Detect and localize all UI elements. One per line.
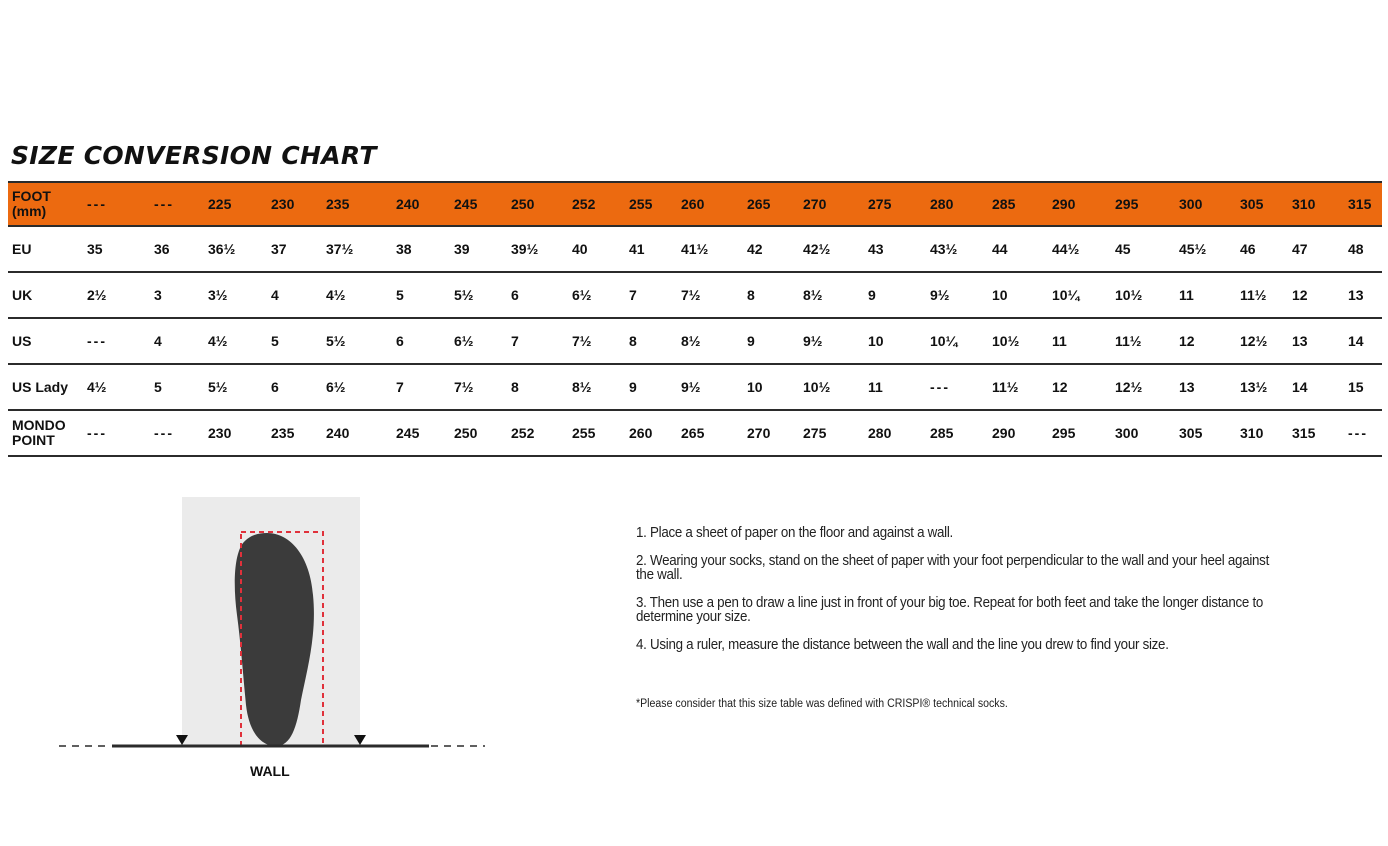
table-cell: 9: [623, 364, 675, 410]
socks-note: *Please consider that this size table was defined with CRISPI® technical socks.: [636, 698, 1008, 710]
table-cell: ---: [81, 182, 148, 226]
table-cell: 8: [505, 364, 566, 410]
table-cell: 47: [1286, 226, 1342, 272]
instruction-step: 3. Then use a pen to draw a line just in front of your big toe. Repeat for both feet and take the longer distance to determine your size.: [636, 595, 1264, 625]
table-cell: 245: [390, 410, 448, 456]
table-cell: 11½: [1109, 318, 1173, 364]
table-cell: 43: [862, 226, 924, 272]
foot-measurement-illustration: [55, 495, 495, 785]
table-cell: 13: [1173, 364, 1234, 410]
table-cell: 38: [390, 226, 448, 272]
table-row: [8, 318, 1382, 364]
table-cell: 46: [1234, 226, 1286, 272]
table-cell: 310: [1234, 410, 1286, 456]
table-cell: 9½: [924, 272, 986, 318]
table-cell: 270: [797, 182, 862, 226]
table-cell: 252: [566, 182, 623, 226]
instructions: [636, 526, 1286, 666]
table-cell: 300: [1109, 410, 1173, 456]
table-cell: 290: [1046, 182, 1109, 226]
table-cell: 40: [566, 226, 623, 272]
table-cell: 280: [924, 182, 986, 226]
instruction-step: 1. Place a sheet of paper on the floor and against a wall.: [636, 525, 953, 541]
table-cell: 3: [148, 272, 202, 318]
table-cell: 10: [986, 272, 1046, 318]
table-cell: 225: [202, 182, 265, 226]
row-label: US: [8, 318, 81, 364]
wall-label: WALL: [250, 763, 290, 779]
table-cell: 4: [148, 318, 202, 364]
table-cell: 12½: [1109, 364, 1173, 410]
table-cell: 6½: [448, 318, 505, 364]
table-cell: 300: [1173, 182, 1234, 226]
table-cell: 285: [924, 410, 986, 456]
table-cell: 260: [623, 410, 675, 456]
table-cell: 250: [505, 182, 566, 226]
table-cell: 5: [390, 272, 448, 318]
table-cell: 305: [1173, 410, 1234, 456]
table-cell: 11: [1046, 318, 1109, 364]
table-cell: 275: [862, 182, 924, 226]
table-cell: 9: [862, 272, 924, 318]
table-cell: 285: [986, 182, 1046, 226]
table-cell: 270: [741, 410, 797, 456]
table-cell: 10½: [986, 318, 1046, 364]
table-cell: 235: [320, 182, 390, 226]
size-conversion-table: [8, 181, 1382, 457]
table-cell: 12: [1286, 272, 1342, 318]
row-label: FOOT (mm): [8, 182, 81, 226]
table-cell: 295: [1109, 182, 1173, 226]
table-cell: 48: [1342, 226, 1382, 272]
row-label: UK: [8, 272, 81, 318]
table-cell: 11: [1173, 272, 1234, 318]
table-cell: 230: [265, 182, 320, 226]
table-cell: 45½: [1173, 226, 1234, 272]
table-cell: 3½: [202, 272, 265, 318]
table-row: [8, 272, 1382, 318]
table-cell: 10½: [1109, 272, 1173, 318]
table-cell: ---: [81, 318, 148, 364]
table-cell: 245: [448, 182, 505, 226]
table-cell: 4½: [202, 318, 265, 364]
table-cell: 15: [1342, 364, 1382, 410]
table-cell: 5½: [320, 318, 390, 364]
table-cell: 250: [448, 410, 505, 456]
table-cell: ---: [81, 410, 148, 456]
table-cell: ---: [148, 182, 202, 226]
table-cell: 6: [505, 272, 566, 318]
table-cell: 13: [1342, 272, 1382, 318]
table-cell: 10: [741, 364, 797, 410]
table-cell: 14: [1342, 318, 1382, 364]
table-cell: ---: [148, 410, 202, 456]
table-cell: 10¼: [924, 318, 986, 364]
table-cell: 9½: [797, 318, 862, 364]
table-cell: 255: [566, 410, 623, 456]
row-label: US Lady: [8, 364, 81, 410]
table-cell: 252: [505, 410, 566, 456]
table-header-row: [8, 182, 1382, 226]
table-row: [8, 410, 1382, 456]
table-cell: 11: [862, 364, 924, 410]
table-row: [8, 364, 1382, 410]
table-cell: 37: [265, 226, 320, 272]
table-cell: 6: [265, 364, 320, 410]
table-cell: 6: [390, 318, 448, 364]
table-cell: 8: [623, 318, 675, 364]
instruction-step: 4. Using a ruler, measure the distance between the wall and the line you drew to find your size.: [636, 637, 1169, 653]
table-cell: 10¼: [1046, 272, 1109, 318]
table-cell: 10: [862, 318, 924, 364]
table-cell: 10½: [797, 364, 862, 410]
table-cell: 12½: [1234, 318, 1286, 364]
table-cell: 7½: [675, 272, 741, 318]
table-cell: 6½: [320, 364, 390, 410]
table-cell: 14: [1286, 364, 1342, 410]
chart-title: SIZE CONVERSION CHART: [11, 141, 377, 170]
table-cell: 11½: [986, 364, 1046, 410]
table-cell: 240: [320, 410, 390, 456]
table-cell: 7: [390, 364, 448, 410]
table-cell: ---: [924, 364, 986, 410]
row-label: EU: [8, 226, 81, 272]
table-cell: 280: [862, 410, 924, 456]
table-cell: 235: [265, 410, 320, 456]
table-cell: 295: [1046, 410, 1109, 456]
table-cell: 240: [390, 182, 448, 226]
table-cell: 9½: [675, 364, 741, 410]
table-cell: 42: [741, 226, 797, 272]
table-cell: 12: [1046, 364, 1109, 410]
table-cell: 39½: [505, 226, 566, 272]
table-cell: 5½: [448, 272, 505, 318]
table-cell: 5: [265, 318, 320, 364]
table-row: [8, 226, 1382, 272]
table-cell: 13: [1286, 318, 1342, 364]
table-cell: 8½: [566, 364, 623, 410]
table-cell: 290: [986, 410, 1046, 456]
table-cell: 315: [1286, 410, 1342, 456]
table-cell: 2½: [81, 272, 148, 318]
table-cell: 8½: [675, 318, 741, 364]
table-cell: 275: [797, 410, 862, 456]
table-cell: 7½: [566, 318, 623, 364]
table-cell: 8½: [797, 272, 862, 318]
table-cell: 7: [623, 272, 675, 318]
table-cell: 6½: [566, 272, 623, 318]
table-cell: 5: [148, 364, 202, 410]
table-cell: 9: [741, 318, 797, 364]
table-cell: 255: [623, 182, 675, 226]
table-cell: 230: [202, 410, 265, 456]
table-cell: 315: [1342, 182, 1382, 226]
table-cell: 39: [448, 226, 505, 272]
table-cell: 310: [1286, 182, 1342, 226]
table-cell: 43½: [924, 226, 986, 272]
instruction-step: 2. Wearing your socks, stand on the sheet of paper with your foot perpendicular to the wall and your heel against the wall.: [636, 553, 1270, 583]
table-cell: 13½: [1234, 364, 1286, 410]
table-cell: 4½: [81, 364, 148, 410]
table-cell: 44: [986, 226, 1046, 272]
table-cell: 4½: [320, 272, 390, 318]
table-cell: 265: [675, 410, 741, 456]
table-cell: 5½: [202, 364, 265, 410]
table-cell: 37½: [320, 226, 390, 272]
table-cell: 12: [1173, 318, 1234, 364]
table-cell: ---: [1342, 410, 1382, 456]
row-label: MONDO POINT: [8, 410, 81, 456]
table-cell: 11½: [1234, 272, 1286, 318]
table-cell: 44½: [1046, 226, 1109, 272]
table-cell: 260: [675, 182, 741, 226]
table-cell: 4: [265, 272, 320, 318]
table-cell: 41: [623, 226, 675, 272]
table-cell: 8: [741, 272, 797, 318]
table-cell: 7½: [448, 364, 505, 410]
table-cell: 36½: [202, 226, 265, 272]
table-cell: 42½: [797, 226, 862, 272]
table-cell: 305: [1234, 182, 1286, 226]
table-cell: 41½: [675, 226, 741, 272]
table-cell: 36: [148, 226, 202, 272]
table-cell: 7: [505, 318, 566, 364]
table-cell: 265: [741, 182, 797, 226]
table-cell: 45: [1109, 226, 1173, 272]
table-cell: 35: [81, 226, 148, 272]
